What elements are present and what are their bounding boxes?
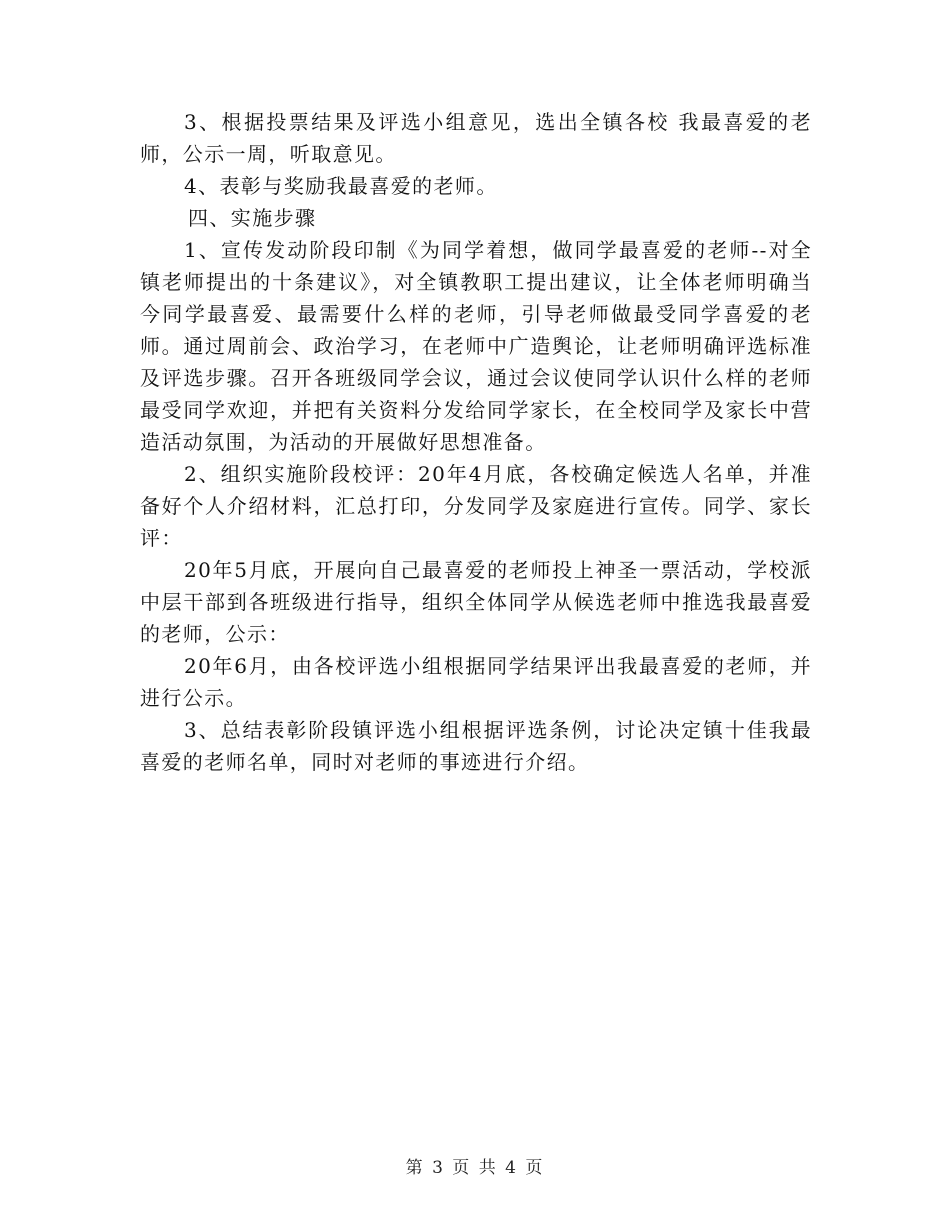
paragraph-organization-stage: 2、组织实施阶段校评：20年4月底，各校确定候选人名单，并准备好个人介绍材料，汇总打印，分发同学及家庭进行宣传。同学、家长评： — [140, 462, 812, 550]
page-number-footer: 第 3 页 共 4 页 — [405, 1158, 545, 1178]
paragraph-june-results: 20年6月，由各校评选小组根据同学结果评出我最喜爱的老师，并进行公示。 — [140, 654, 812, 710]
section-heading-implementation-steps: 四、实施步骤 — [188, 206, 317, 230]
paragraph-voting-result: 3、根据投票结果及评选小组意见，选出全镇各校 我最喜爱的老师，公示一周，听取意见。 — [140, 110, 812, 166]
paragraph-publicity-stage: 1、宣传发动阶段印制《为同学着想，做同学最喜爱的老师--对全镇老师提出的十条建议》，对全镇教职工提出建议，让全体老师明确当今同学最喜爱、最需要什么样的老师，引导老师做最受同学喜爱的老师。通过周前会、政治学习，在老师中广造舆论，让老师明确评选标准及评选步骤。召开各班级同学会议，通过会议使同学认识什么样的老师最受同学欢迎，并把有关资料分发给同学家长，在全校同学及家长中营造活动氛围，为活动的开展做好思想准备。 — [140, 238, 812, 454]
document-body — [140, 106, 812, 778]
paragraph-may-voting: 20年5月底，开展向自己最喜爱的老师投上神圣一票活动，学校派中层干部到各班级进行指导，组织全体同学从候选老师中推选我最喜爱的老师，公示： — [140, 558, 812, 646]
paragraph-commendation: 4、表彰与奖励我最喜爱的老师。 — [184, 174, 498, 198]
paragraph-summary-stage: 3、总结表彰阶段镇评选小组根据评选条例，讨论决定镇十佳我最喜爱的老师名单，同时对老师的事迹进行介绍。 — [140, 718, 812, 774]
